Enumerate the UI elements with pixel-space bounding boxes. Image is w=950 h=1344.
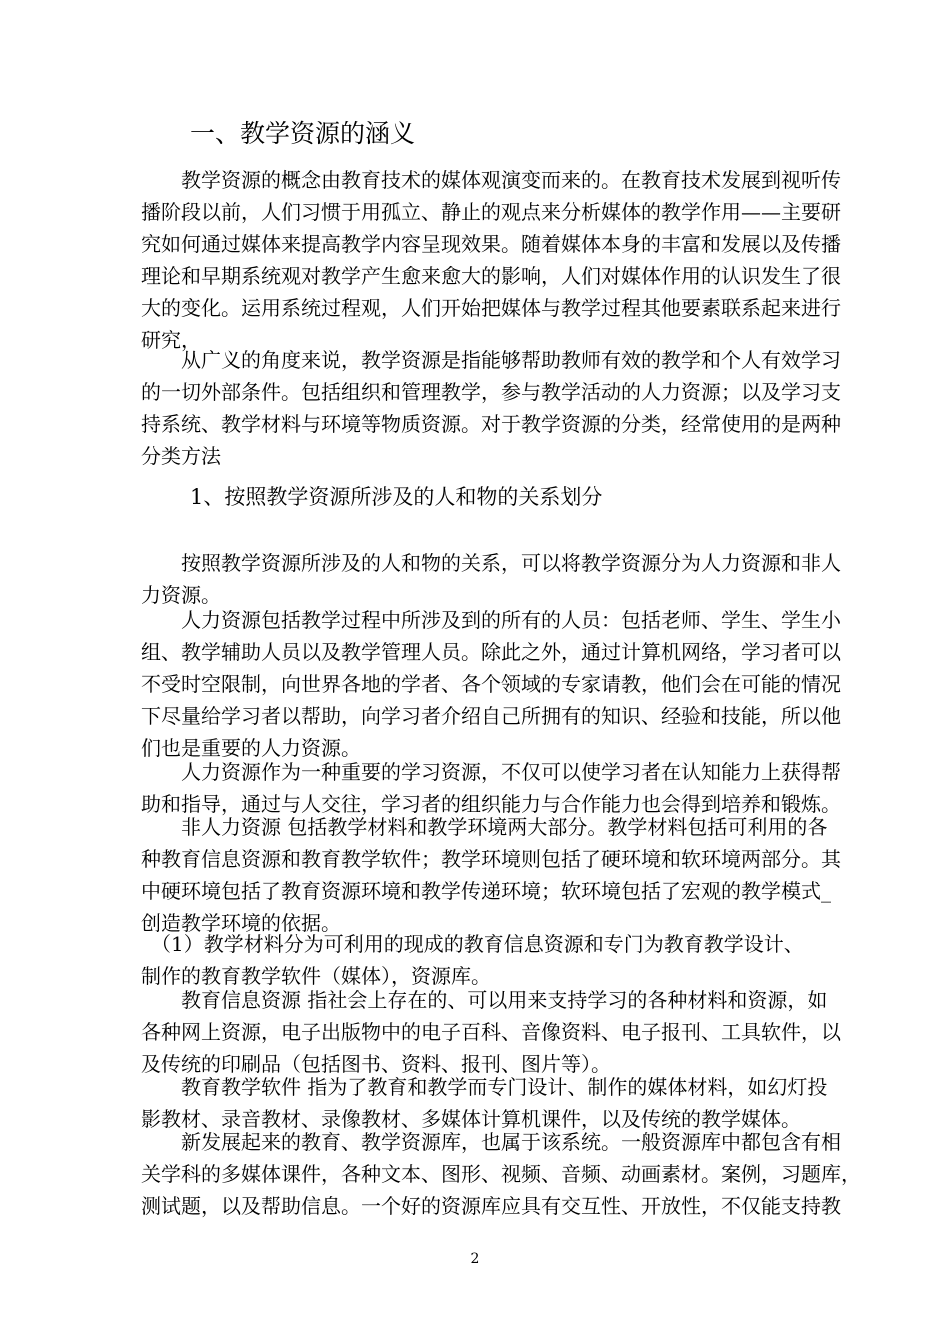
text-line: 种教育信息资源和教育教学软件；教学环境则包括了硬环境和软环境两部分。其 <box>141 847 841 871</box>
text-line: 关学科的多媒体课件，各种文本、图形、视频、音频、动画素材。案例，习题库， <box>141 1162 861 1186</box>
text-line: 测试题，以及帮助信息。一个好的资源库应具有交互性、开放性，不仅能支持教 <box>141 1194 841 1218</box>
text-line: 大的变化。运用系统过程观，人们开始把媒体与教学过程其他要素联系起来进行 <box>141 296 841 320</box>
text-line: 中硬环境包括了教育资源环境和教学传递环境；软环境包括了宏观的教学模式_ <box>141 879 831 903</box>
text-line: 力资源。 <box>141 583 221 607</box>
text-line: 组、教学辅助人员以及教学管理人员。除此之外，通过计算机网络，学习者可以 <box>141 640 841 664</box>
text-line: 们也是重要的人力资源。 <box>141 736 361 760</box>
text-line: 分类方法 <box>141 444 221 468</box>
text-line: 的一切外部条件。包括组织和管理教学，参与教学活动的人力资源；以及学习支 <box>141 380 841 404</box>
text-line: 研究， <box>141 328 201 352</box>
text-line: 下尽量给学习者以帮助，向学习者介绍自己所拥有的知识、经验和技能，所以他 <box>141 704 841 728</box>
text-line: 非人力资源 包括教学材料和教学环境两大部分。教学材料包括可利用的各 <box>141 815 828 839</box>
text-line: 人力资源包括教学过程中所涉及到的所有的人员：包括老师、学生、学生小 <box>141 608 841 632</box>
text-line: 理论和早期系统观对教学产生愈来愈大的影响，人们对媒体作用的认识发生了很 <box>141 264 841 288</box>
text-line: 不受时空限制，向世界各地的学者、各个领域的专家请教，他们会在可能的情况 <box>141 672 841 696</box>
text-line: 教育信息资源 指社会上存在的、可以用来支持学习的各种材料和资源，如 <box>141 988 828 1012</box>
text-line: 创造教学环境的依据。 <box>141 911 341 935</box>
subsection-heading: 1、按照教学资源所涉及的人和物的关系划分 <box>190 485 603 509</box>
text-line: 及传统的印刷品（包括图书、资料、报刊、图片等）。 <box>141 1052 611 1076</box>
page-number: 2 <box>470 1251 480 1267</box>
text-line: 制作的教育教学软件（媒体），资源库。 <box>141 964 491 988</box>
section-heading: 一、教学资源的涵义 <box>190 119 416 148</box>
text-line: 持系统、教学材料与环境等物质资源。对于教学资源的分类，经常使用的是两种 <box>141 412 841 436</box>
text-line: 从广义的角度来说，教学资源是指能够帮助教师有效的教学和个人有效学习 <box>141 348 841 372</box>
text-line: 各种网上资源，电子出版物中的电子百科、音像资料、电子报刊、工具软件，以 <box>141 1020 841 1044</box>
text-line: 人力资源作为一种重要的学习资源，不仅可以使学习者在认知能力上获得帮 <box>141 760 841 784</box>
text-line: 影教材、录音教材、录像教材、多媒体计算机课件，以及传统的教学媒体。 <box>141 1107 801 1131</box>
text-line: 播阶段以前，人们习惯于用孤立、静止的观点来分析媒体的教学作用——主要研 <box>141 200 841 224</box>
text-line: 究如何通过媒体来提高教学内容呈现效果。随着媒体本身的丰富和发展以及传播 <box>141 232 841 256</box>
text-line: 新发展起来的教育、教学资源库，也属于该系统。一般资源库中都包含有相 <box>141 1130 841 1154</box>
text-line: 按照教学资源所涉及的人和物的关系，可以将教学资源分为人力资源和非人 <box>141 551 841 575</box>
text-line: 教学资源的概念由教育技术的媒体观演变而来的。在教育技术发展到视听传 <box>141 168 841 192</box>
text-line: （1）教学材料分为可利用的现成的教育信息资源和专门为教育教学设计、 <box>141 932 804 956</box>
text-line: 教育教学软件 指为了教育和教学而专门设计、制作的媒体材料，如幻灯投 <box>141 1075 828 1099</box>
text-line: 助和指导，通过与人交往，学习者的组织能力与合作能力也会得到培养和锻炼。 <box>141 792 841 816</box>
